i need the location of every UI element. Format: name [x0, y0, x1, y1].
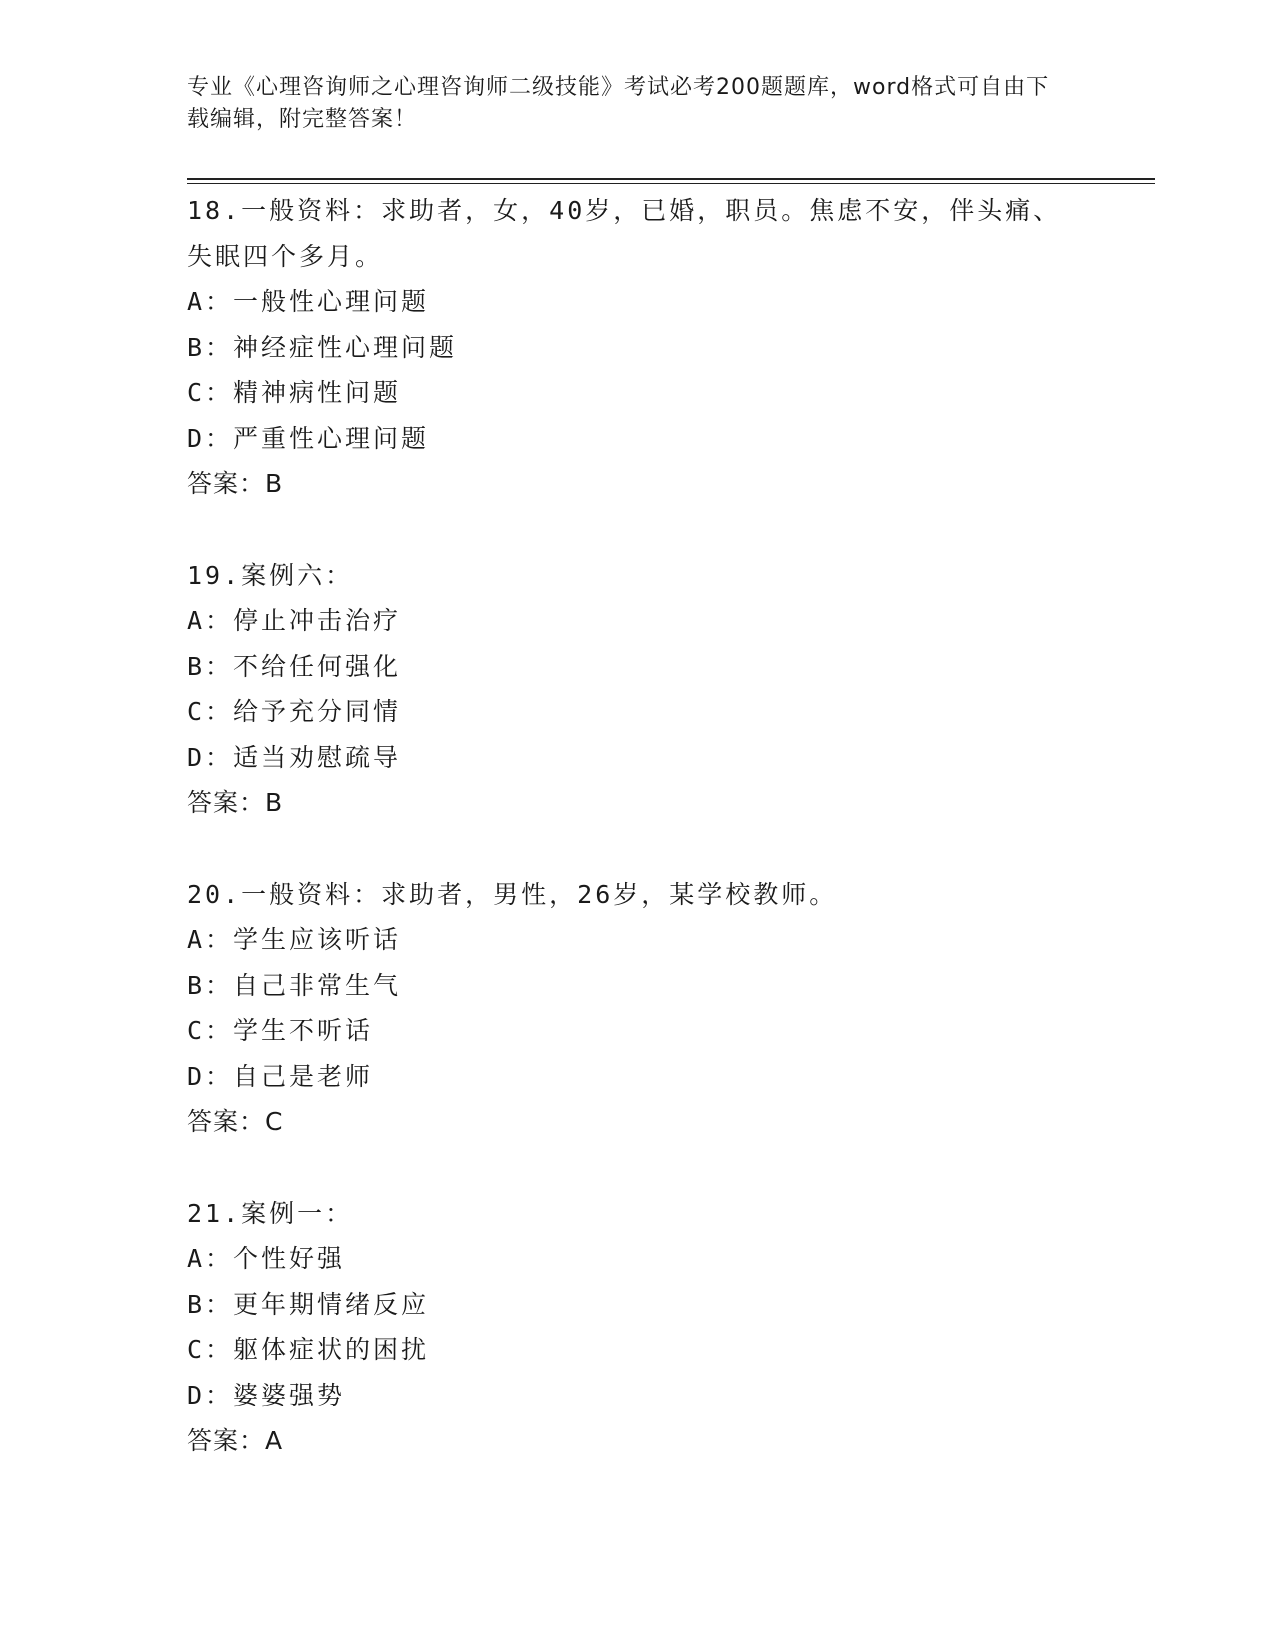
option-a: A：个性好强	[187, 1244, 346, 1273]
option-c: C：学生不听话	[187, 1016, 374, 1045]
option-d: D：严重性心理问题	[187, 423, 430, 453]
option-b: B：不给任何强化	[187, 651, 402, 681]
document-header: 专业《心理咨询师之心理咨询师二级技能》考试必考200题题库，word格式可自由下载编辑，附完整答案！	[187, 75, 1050, 132]
option-a: A：学生应该听话	[187, 925, 402, 954]
header-divider-thick	[187, 178, 1155, 180]
question-18	[187, 188, 1087, 507]
option-b: B：更年期情绪反应	[187, 1289, 430, 1319]
question-stem: 19.案例六：	[187, 560, 354, 590]
option-b: B：自己非常生气	[187, 970, 402, 1000]
answer-line: 答案：B	[187, 469, 284, 498]
option-b: B：神经症性心理问题	[187, 332, 458, 362]
question-21	[187, 1191, 1087, 1464]
question-list	[187, 188, 1087, 1510]
question-stem: 21.案例一：	[187, 1198, 354, 1228]
option-c: C：精神病性问题	[187, 378, 402, 407]
answer-line: 答案：A	[187, 1426, 284, 1455]
answer-line: 答案：C	[187, 1107, 284, 1136]
option-d: D：适当劝慰疏导	[187, 742, 402, 772]
option-c: C：躯体症状的困扰	[187, 1335, 430, 1364]
option-d: D：婆婆强势	[187, 1380, 346, 1410]
answer-line: 答案：B	[187, 788, 284, 817]
question-19	[187, 553, 1087, 826]
option-a: A：停止冲击治疗	[187, 606, 402, 635]
option-a: A：一般性心理问题	[187, 287, 430, 316]
question-20	[187, 872, 1087, 1145]
option-d: D：自己是老师	[187, 1061, 374, 1091]
question-stem: 20.一般资料：求助者，男性，26岁，某学校教师。	[187, 879, 838, 909]
option-c: C：给予充分同情	[187, 697, 402, 726]
question-stem: 18.一般资料：求助者，女，40岁，已婚，职员。焦虑不安，伴头痛、失眠四个多月。	[187, 196, 1062, 271]
header-divider-thin	[187, 183, 1155, 184]
